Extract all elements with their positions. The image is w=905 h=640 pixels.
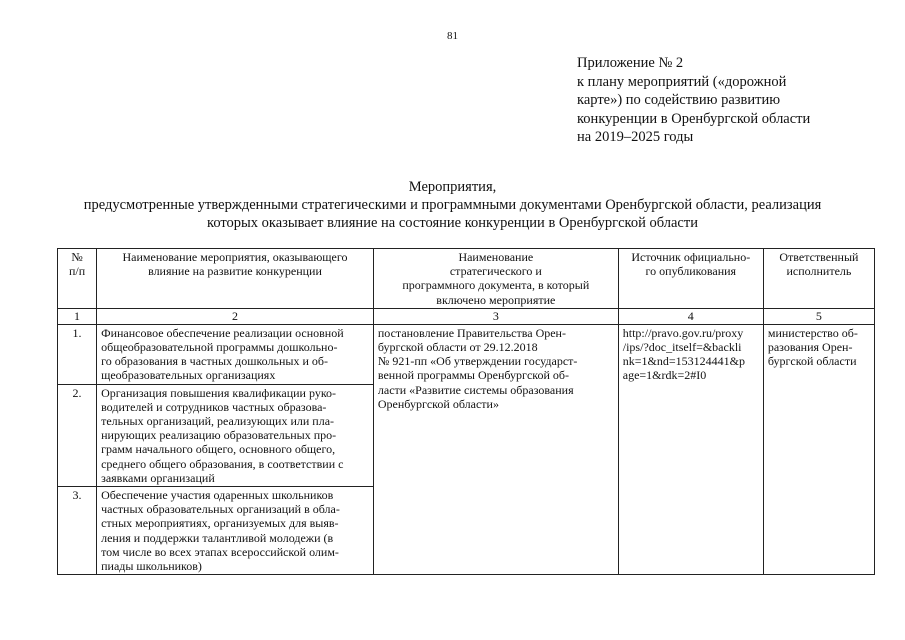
header-line: влияние на развитие конкуренции bbox=[148, 264, 322, 279]
source-link-line: nk=1&nd=153124441&p bbox=[622, 354, 745, 369]
header-line: Наименование мероприятия, оказывающего bbox=[122, 250, 348, 264]
cell-line: министерство об- bbox=[767, 325, 858, 340]
header-source bbox=[618, 249, 763, 309]
cell-line: том числе во всех этапах всероссийской олим- bbox=[101, 544, 339, 559]
column-number-row bbox=[58, 308, 875, 324]
header-document bbox=[373, 249, 618, 309]
row-number: 2. bbox=[58, 384, 97, 486]
cell-line: щеобразовательных организациях bbox=[101, 368, 276, 383]
cell-line: бургской области bbox=[767, 354, 857, 369]
cell-line: общеобразовательной программы дошкольно- bbox=[101, 340, 338, 355]
table-header-row bbox=[58, 249, 875, 309]
table-row bbox=[58, 324, 875, 384]
header-line: Источник официально- bbox=[631, 250, 751, 264]
header-line: включено мероприятие bbox=[436, 292, 556, 307]
column-number: 4 bbox=[618, 308, 763, 324]
source-cell bbox=[618, 324, 763, 574]
measure-cell bbox=[97, 324, 374, 384]
responsible-cell bbox=[763, 324, 874, 574]
appendix-line: карте») по содействию развитию bbox=[577, 92, 781, 108]
cell-line: го образования в частных дошкольных и об- bbox=[101, 354, 328, 369]
cell-line: нирующих реализацию образовательных про- bbox=[101, 428, 337, 443]
cell-line: постановление Правительства Орен- bbox=[377, 325, 566, 340]
header-responsible bbox=[763, 249, 874, 309]
cell-line: Организация повышения квалификации руко- bbox=[101, 385, 337, 400]
title-line: Мероприятия, bbox=[408, 179, 497, 195]
cell-line: бургской области от 29.12.2018 bbox=[377, 340, 538, 355]
appendix-line: к плану мероприятий («дорожной bbox=[577, 73, 787, 90]
header-measure bbox=[97, 249, 374, 309]
document-title bbox=[40, 178, 865, 232]
cell-line: № 921-пп «Об утверждении государст- bbox=[377, 354, 578, 369]
header-line: № bbox=[71, 250, 83, 264]
header-line: го опубликования bbox=[645, 264, 737, 279]
page-number: 81 bbox=[447, 30, 458, 42]
cell-line: грамм начального общего, основного общего, bbox=[101, 442, 336, 457]
header-line: Наименование bbox=[458, 250, 534, 264]
cell-line: заявками организаций bbox=[101, 470, 215, 485]
cell-line: водителей и сотрудников частных образова- bbox=[101, 399, 327, 414]
measures-table bbox=[57, 248, 875, 575]
source-link-line: age=1&rdk=2#I0 bbox=[622, 368, 707, 383]
cell-line: ления и поддержки талантливой молодежи (в bbox=[101, 530, 334, 545]
cell-line: венной программы Оренбургской об- bbox=[377, 368, 570, 383]
header-line: программного документа, в который bbox=[402, 278, 590, 293]
cell-line: среднего общего образования, в соответствии с bbox=[101, 456, 344, 471]
appendix-heading bbox=[577, 54, 897, 147]
appendix-line: Приложение № 2 bbox=[577, 55, 684, 71]
column-number: 2 bbox=[97, 308, 374, 324]
row-number: 3. bbox=[58, 487, 97, 575]
appendix-line: на 2019–2025 годы bbox=[577, 129, 694, 145]
cell-line: Оренбургской области» bbox=[377, 396, 499, 411]
cell-line: Обеспечение участия одаренных школьников bbox=[101, 488, 334, 503]
measure-cell bbox=[97, 487, 374, 575]
cell-line: тельных организаций, реализующих или пла- bbox=[101, 414, 335, 429]
source-link-line: /ips/?doc_itself=&backli bbox=[622, 340, 742, 355]
document-cell bbox=[373, 324, 618, 574]
measure-cell bbox=[97, 384, 374, 486]
cell-line: стных мероприятиях, организуемых для выяв- bbox=[101, 516, 339, 531]
cell-line: ласти «Развитие системы образования bbox=[377, 382, 574, 397]
header-line: Ответственный bbox=[779, 250, 859, 264]
header-line: п/п bbox=[68, 264, 86, 279]
source-link-line: http://pravo.gov.ru/proxy bbox=[622, 325, 744, 340]
row-number: 1. bbox=[58, 324, 97, 384]
header-number bbox=[58, 249, 97, 309]
header-line: стратегического и bbox=[449, 264, 542, 279]
title-line: которых оказывает влияние на состояние конкуренции в Оренбургской области bbox=[207, 215, 698, 231]
column-number: 3 bbox=[373, 308, 618, 324]
appendix-line: конкуренции в Оренбургской области bbox=[577, 110, 811, 127]
column-number: 5 bbox=[763, 308, 874, 324]
header-line: исполнитель bbox=[786, 264, 852, 279]
cell-line: частных образовательных организаций в обла- bbox=[101, 502, 340, 517]
column-number: 1 bbox=[58, 308, 97, 324]
title-line: предусмотренные утвержденными стратегическими и программными документами Оренбургской области, реализация bbox=[83, 197, 822, 213]
cell-line: пиады школьников) bbox=[101, 559, 202, 574]
cell-line: Финансовое обеспечение реализации основной bbox=[101, 325, 344, 340]
cell-line: разования Орен- bbox=[767, 340, 853, 355]
